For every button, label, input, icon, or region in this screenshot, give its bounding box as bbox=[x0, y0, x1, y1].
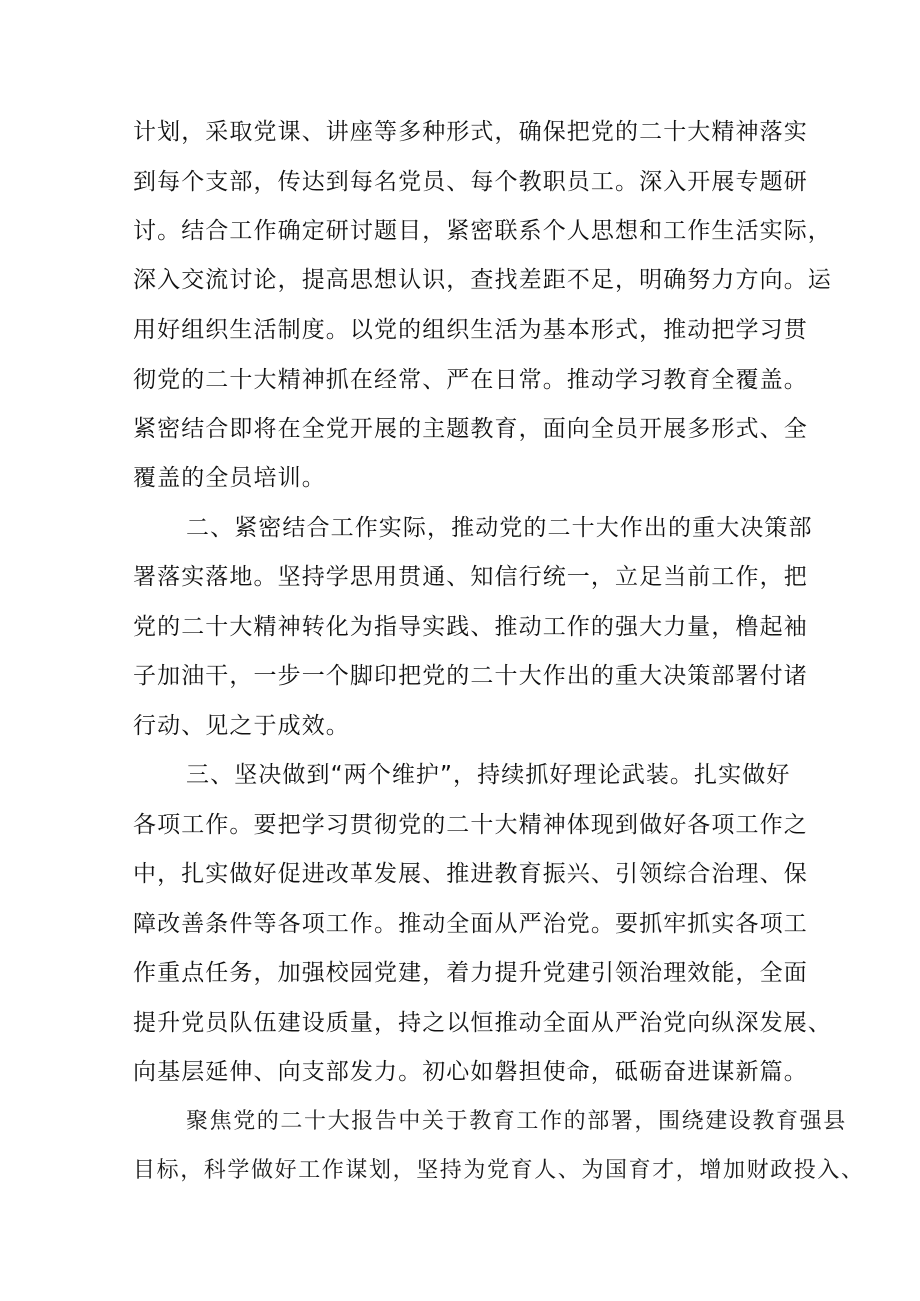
paragraph-1-line-4: 深入交流讨论，提高思想认识，查找差距不足，明确努力方向。运 bbox=[133, 267, 832, 293]
paragraph-1-line-1: 计划，采取党课、讲座等多种形式，确保把党的二十大精神落实 bbox=[133, 119, 808, 145]
paragraph-3-line-7: 向基层延伸、向支部发力。初心如磐担使命，砥砺奋进谋新篇。 bbox=[133, 1059, 808, 1085]
paragraph-1-line-3: 讨。结合工作确定研讨题目，紧密联系个人思想和工作生活实际， bbox=[133, 218, 832, 244]
paragraph-1-line-5: 用好组织生活制度。以党的组织生活为基本形式，推动把学习贯 bbox=[133, 317, 808, 343]
paragraph-3-line-4: 障改善条件等各项工作。推动全面从严治党。要抓牢抓实各项工 bbox=[133, 911, 808, 937]
paragraph-1-line-2: 到每个支部，传达到每名党员、每个教职员工。深入开展专题研 bbox=[133, 169, 808, 195]
paragraph-3-line-5: 作重点任务，加强校园党建，着力提升党建引领治理效能，全面 bbox=[133, 960, 808, 986]
paragraph-2-line-2: 署落实落地。坚持学思用贯通、知信行统一，立足当前工作，把 bbox=[133, 564, 808, 590]
paragraph-2-line-5: 行动、见之于成效。 bbox=[133, 713, 350, 739]
paragraph-3-line-1: 三、坚决做到“两个维护”，持续抓好理论武装。扎实做好 bbox=[186, 762, 791, 788]
paragraph-2-line-1: 二、紧密结合工作实际，推动党的二十大作出的重大决策部 bbox=[186, 515, 813, 541]
paragraph-1-line-7: 紧密结合即将在全党开展的主题教育，面向全员开展多形式、全 bbox=[133, 416, 808, 442]
paragraph-1-line-6: 彻党的二十大精神抓在经常、严在日常。推动学习教育全覆盖。 bbox=[133, 367, 808, 393]
paragraph-2-line-4: 子加油干，一步一个脚印把党的二十大作出的重大决策部署付诸 bbox=[133, 663, 808, 689]
paragraph-1-line-8: 覆盖的全员培训。 bbox=[133, 465, 326, 491]
paragraph-3-line-2: 各项工作。要把学习贯彻党的二十大精神体现到做好各项工作之 bbox=[133, 812, 808, 838]
paragraph-3-line-3: 中，扎实做好促进改革发展、推进教育振兴、引领综合治理、保 bbox=[133, 861, 808, 887]
paragraph-4-line-1: 聚焦党的二十大报告中关于教育工作的部署，围绕建设教育强县 bbox=[186, 1109, 847, 1134]
paragraph-2-line-3: 党的二十大精神转化为指导实践、推动工作的强大力量，橹起袖 bbox=[133, 614, 808, 640]
paragraph-3-line-6: 提升党员队伍建设质量，持之以恒推动全面从严治党向纵深发展、 bbox=[133, 1010, 832, 1036]
paragraph-4-line-2: 目标，科学做好工作谋划，坚持为党育人、为国育才，增加财政投入、 bbox=[133, 1158, 865, 1183]
